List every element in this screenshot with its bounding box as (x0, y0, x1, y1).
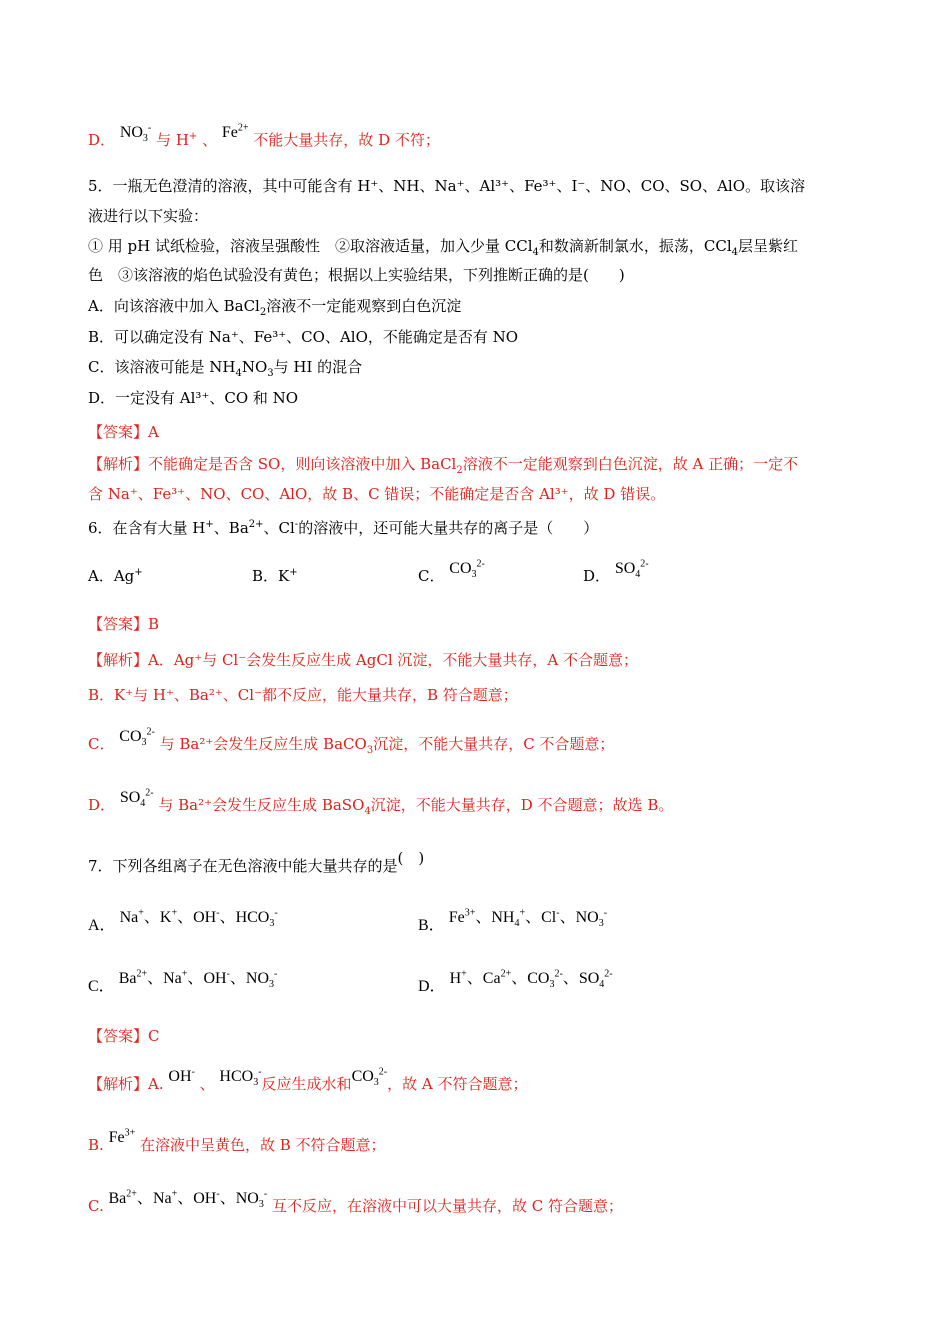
q6-stem: 6．在含有大量 H+、$Ba^{2+}$、Cl-的溶液中，还可能大量共存的离子是（ ） (88, 519, 599, 537)
q7-explanation-line2: B. $Fe^{3+}$ 在溶液中呈黄色，故 B 不符合题意； (88, 1127, 386, 1154)
q7-stem: 7．下列各组离子在无色溶液中能大量共存的是( ) (88, 849, 425, 875)
q5-stem-line3: ① 用 pH 试纸检验，溶液呈强酸性 ②取溶液适量，加入少量 CCl$_4$和数滴新制氯水，振荡，CCl$_4$层呈紫红 (88, 237, 799, 258)
q7-explanation-line3: C. $Ba^{2+}$、Na+、OH-、$NO_3^-$ 互不反应，在溶液中可以大量共存，故 C 符合题意； (88, 1188, 623, 1215)
q5-option-c: C．该溶液可能是 $NH_4NO_3$与 HI 的混合 (88, 358, 363, 379)
q6-explanation-line1: 【解析】A．Ag⁺与 Cl⁻会发生反应生成 AgCl 沉淀，不能大量共存，A 不合题意； (88, 651, 638, 669)
formula-so4: $SO_4^{2-}$ (119, 787, 154, 810)
q6-option-b: B．K+ (252, 567, 298, 585)
q6-option-a: A．Ag+ (88, 567, 143, 585)
formula-no3: $NO_3^-$ (119, 122, 152, 145)
q5-option-a: A．向该溶液中加入 BaCl$_2$溶液不一定能观察到白色沉淀 (88, 297, 462, 318)
q5-stem-line2: 液进行以下实验： (88, 207, 209, 225)
formula-so4: $SO_4^{2-}$ (614, 558, 649, 581)
q6-answer: 【答案】B (88, 615, 160, 633)
formula-co3: $CO_3^{2-}$ (119, 726, 155, 749)
q6-option-c: C． $CO_3^{2-}$ (418, 558, 485, 585)
q5-stem-line1: 5．一瓶无色澄清的溶液，其中可能含有 H⁺、NH、Na⁺、Al³⁺、Fe³⁺、I⁻、NO、CO、SO、AlO。取该溶 (88, 177, 806, 195)
q6-explanation-line2: B．K⁺与 H⁺、Ba²⁺、Cl⁻都不反应，能大量共存，B 符合题意； (88, 686, 518, 704)
q4-option-d-explanation: D． $NO_3^-$ 与 H+ 、 $Fe^{2+}$ 不能大量共存，故 D 不符； (88, 122, 440, 149)
formula-co3: $CO_3^{2-}$ (449, 558, 485, 581)
q6-explanation-line4: D． $SO_4^{2-}$ 与 Ba²⁺会发生反应生成 BaSO$_4$沉淀，不能大量共存，D 不合题意；故选 B。 (88, 787, 674, 817)
q5-option-b: B．可以确定没有 Na⁺、Fe³⁺、CO、AlO，不能确定是否有 NO (88, 328, 519, 346)
q7-option-d: D． H+、$Ca^{2+}$、$CO_3^{2-}$、$SO_4^{2-}$ (418, 968, 613, 995)
q5-answer: 【答案】A (88, 423, 159, 441)
q5-explanation-line1: 【解析】不能确定是否含 SO，则向该溶液中加入 BaCl$_2$溶液不一定能观察到白色沉淀，故 A 正确；一定不 (88, 455, 799, 476)
q6-option-d: D． $SO_4^{2-}$ (583, 558, 649, 585)
q7-option-a: A． Na+、K+、OH-、$HCO_3^-$ (88, 907, 278, 934)
q7-answer: 【答案】C (88, 1027, 160, 1045)
q5-stem-line4: 色 ③该溶液的焰色试验没有黄色；根据以上实验结果，下列推断正确的是( ) (88, 266, 625, 284)
q5-option-d: D．一定没有 Al³⁺、CO 和 NO (88, 389, 299, 407)
formula-fe2: $Fe^{2+}$ (221, 122, 249, 141)
q7-option-c: C． $Ba^{2+}$、Na+、OH-、$NO_3^-$ (88, 968, 278, 995)
q5-explanation-line2: 含 Na⁺、Fe³⁺、NO、CO、AlO，故 B、C 错误；不能确定是否含 Al³⁺，故 D 错误。 (88, 485, 666, 503)
q7-explanation-line1: 【解析】A. OH- 、 $HCO_3^-$反应生成水和$CO_3^{2-}$，故 A 不符合题意； (88, 1066, 528, 1093)
label: D． (88, 131, 116, 149)
q6-explanation-line3: C． $CO_3^{2-}$ 与 Ba²⁺会发生反应生成 BaCO$_3$沉淀，不能大量共存，C 不合题意； (88, 726, 615, 756)
q7-option-b: B． $Fe^{3+}$、$NH_4^+$、Cl-、$NO_3^-$ (418, 907, 608, 934)
